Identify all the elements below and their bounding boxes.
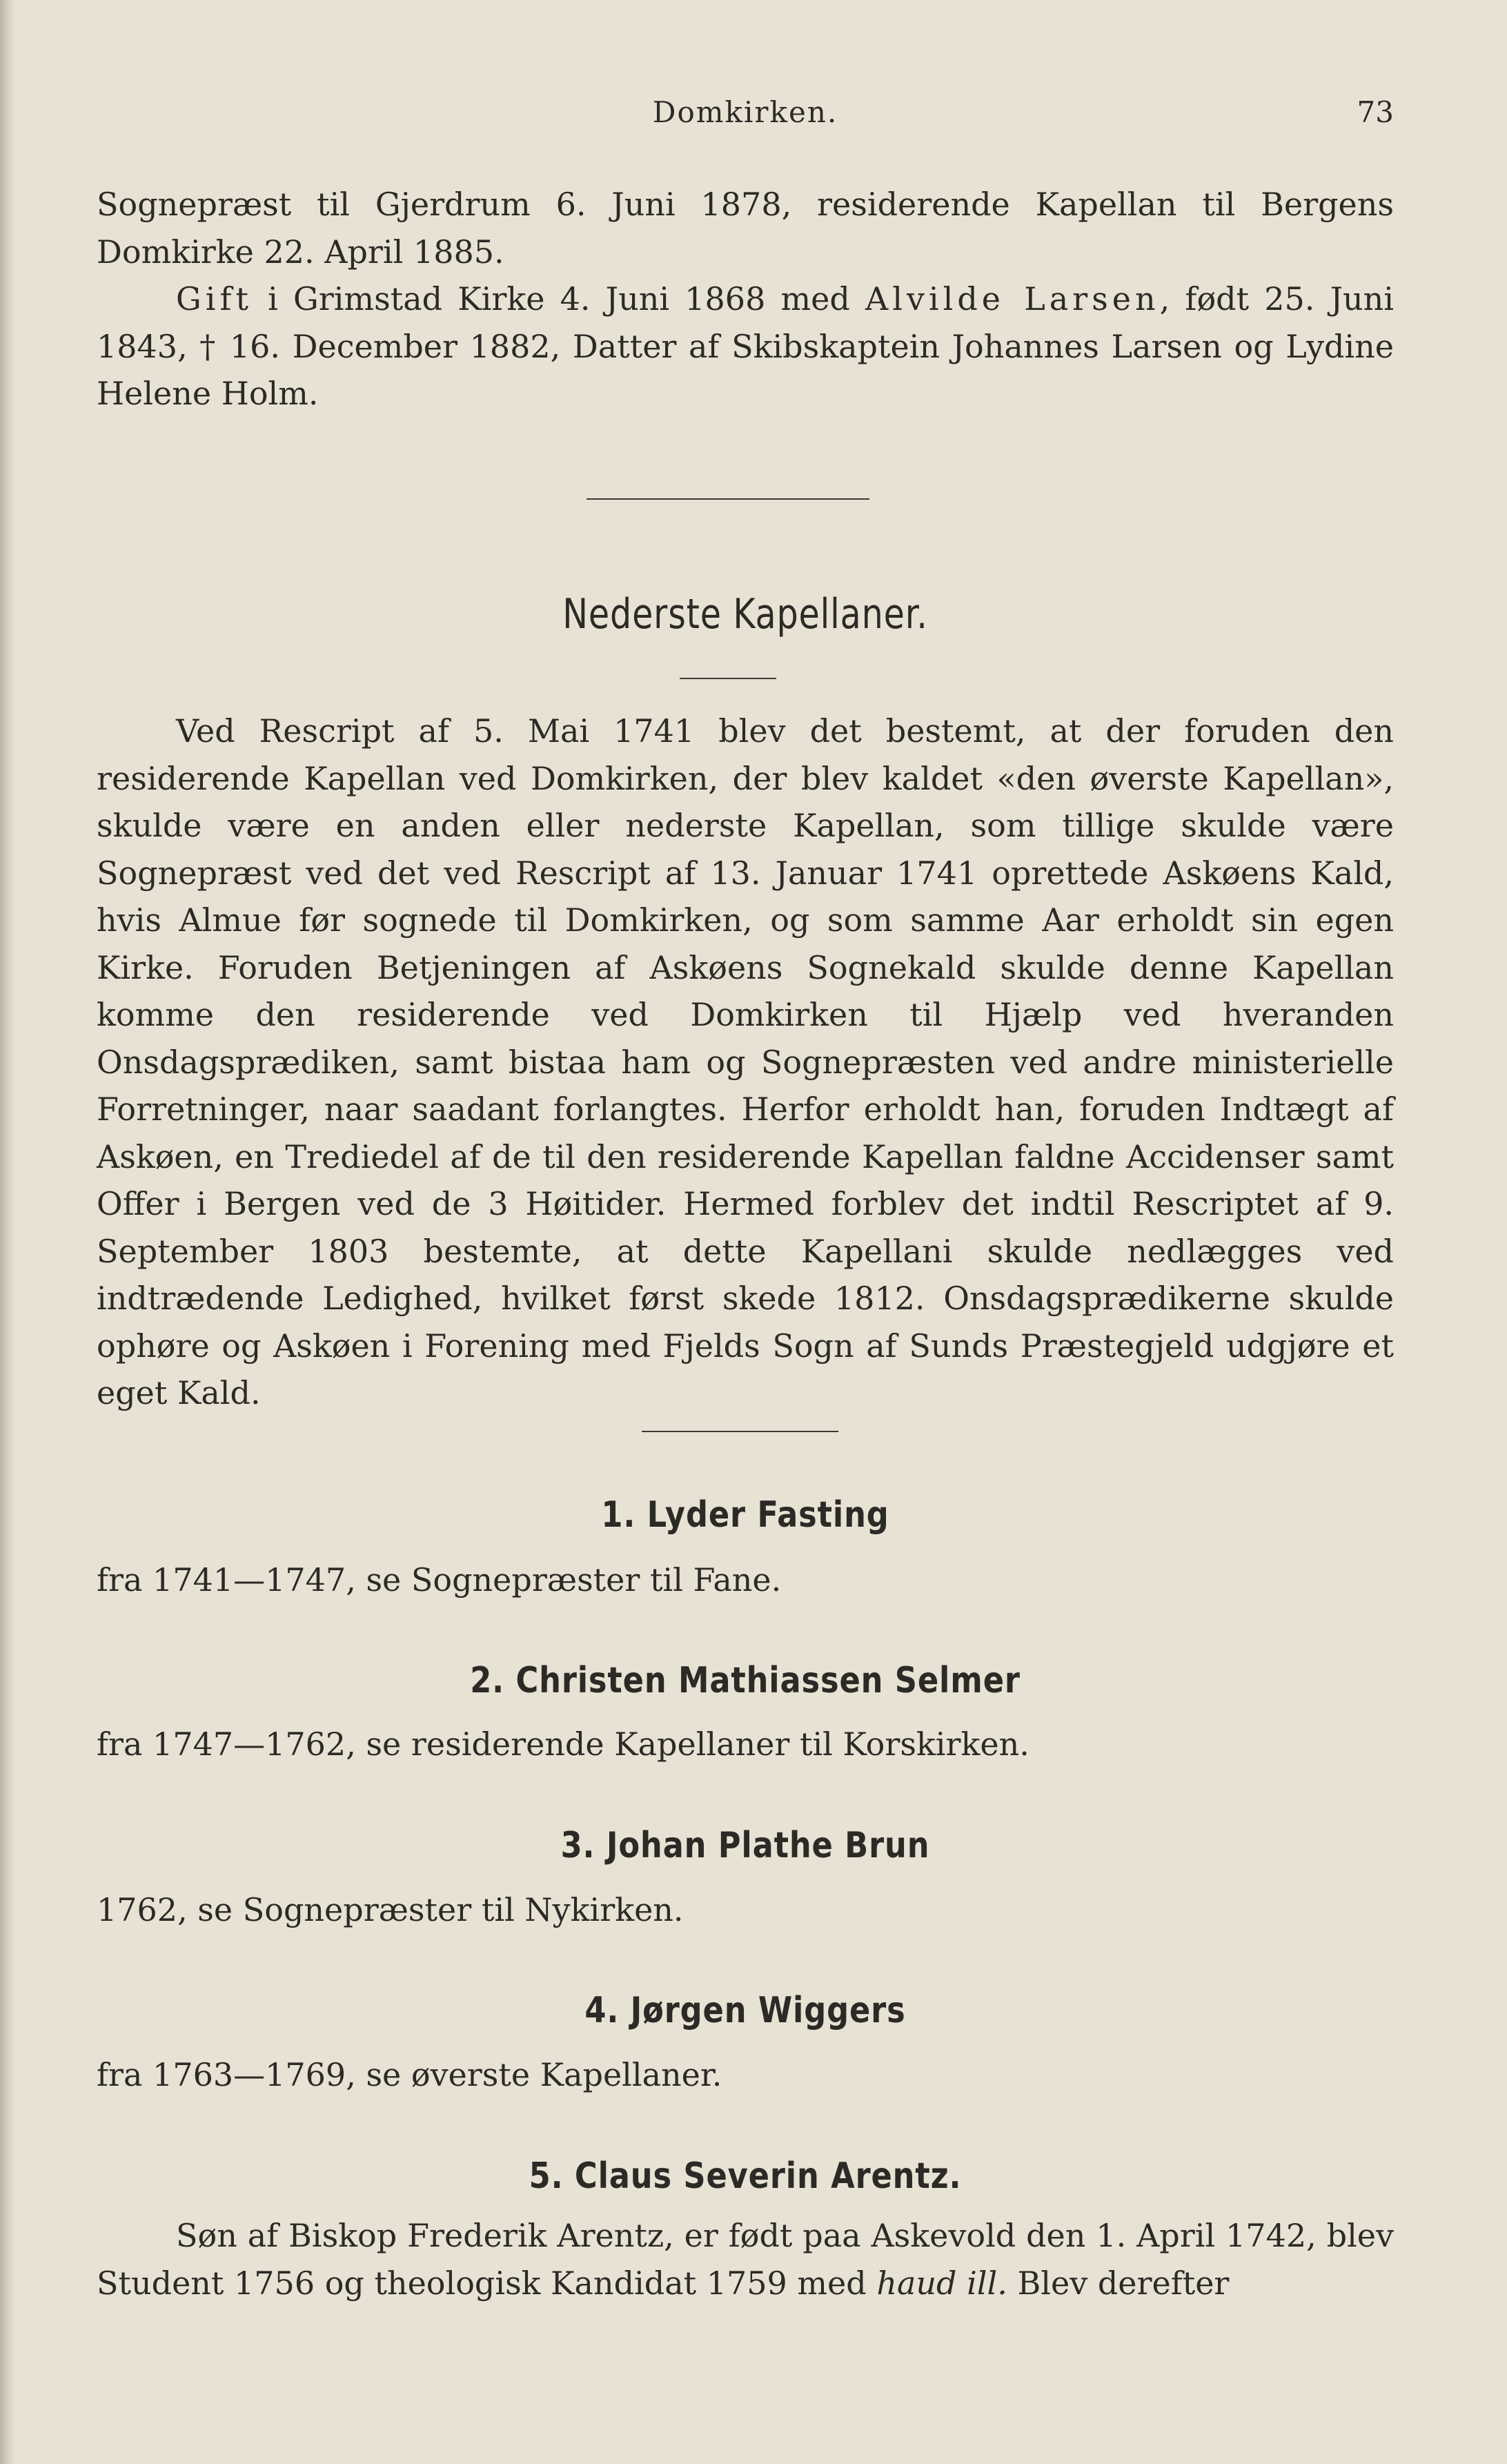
- section-body: [97, 707, 1394, 1417]
- entry-text-2: fra 1747—1762, se residerende Kapellaner til Korskirken.: [97, 1725, 1030, 1763]
- spouse-details: , født 25. Juni 1843, † 16. December 1882, Datter af Skibskaptein Johannes Larsen og Lydine Helene Holm.: [97, 280, 1395, 412]
- entry-5-paragraph: [97, 2212, 1394, 2307]
- running-header: [97, 95, 1394, 137]
- intro-block: [97, 181, 1394, 418]
- entry-5-text: Søn af Biskop Frederik Arentz, er født paa Askevold den 1. April 1742, blev Student 1756 og theologisk Kandidat 1759 med: [97, 2217, 1394, 2302]
- spouse-name: Alvilde Larsen: [865, 280, 1160, 317]
- intro-paragraph: [97, 181, 1394, 275]
- entry-heading-5: 5. Claus Severin Arentz.: [529, 2155, 962, 2197]
- entry-text-4: fra 1763—1769, se øverste Kapellaner.: [97, 2056, 722, 2093]
- entry-5-italic: haud ill.: [876, 2264, 1007, 2302]
- entry-5-text-end: Blev derefter: [1007, 2264, 1230, 2302]
- intro-career: Sognepræst til Gjerdrum 6. Juni 1878, residerende Kapellan til Bergens Domkirke 22. April 1885.: [97, 186, 1394, 271]
- marriage-paragraph: [97, 275, 1394, 418]
- entry-text-3: 1762, se Sognepræster til Nykirken.: [97, 1891, 684, 1928]
- page-edge: [0, 0, 15, 2464]
- entry-text-1: fra 1741—1747, se Sognepræster til Fane.: [97, 1561, 782, 1598]
- entry-heading-2: 2. Christen Mathiassen Selmer: [470, 1660, 1021, 1701]
- section-paragraph: Ved Rescript af 5. Mai 1741 blev det bestemt, at der foruden den residerende Kapellan ved Domkirken, der blev kaldet «den øverste Kapellan», skulde være en anden eller nederste Kapellan, som tillige skulde være Sognepræst ved det ved Rescript af 13. Januar 1741 oprettede Askøens Kald, hvis Almue før sognede til Domkirken, og som samme Aar erholdt sin egen Kirke. Foruden Betjeningen af Askøens Sognekald skulde denne Kapellan komme den residerende ved Domkirken til Hjælp ved hveranden Onsdagsprædiken, samt bistaa ham og Sognepræsten ved andre ministerielle Forretninger, naar saadant forlangtes. Herfor erholdt han, foruden Indtægt af Askøen, en Trediedel af de til den residerende Kapellan faldne Accidenser samt Offer i Bergen ved de 3 Høitider. Hermed forblev det indtil Rescriptet af 9. September 1803 bestemte, at dette Kapellani skulde nedlægges ved indtrædende Ledighed, hvilket først skede 1812. Onsdagsprædikerne skulde ophøre og Askøen i Forening med Fjelds Sogn af Sunds Præstegjeld udgjøre et eget Kald.: [97, 712, 1394, 1411]
- section-divider: [587, 498, 869, 500]
- gift-text: i Grimstad Kirke 4. Juni 1868 med: [252, 280, 865, 317]
- page-number: 73: [1357, 95, 1394, 129]
- page: [97, 0, 1394, 2464]
- entry-heading-3: 3. Johan Plathe Brun: [560, 1825, 930, 1866]
- entries-divider: [642, 1431, 838, 1432]
- entry-heading-4: 4. Jørgen Wiggers: [584, 1990, 906, 2031]
- entry-text-5: [97, 2212, 1394, 2307]
- section-heading: Nederste Kapellaner.: [562, 590, 928, 638]
- entry-heading-1: 1. Lyder Fasting: [601, 1494, 889, 1536]
- heading-underline: [680, 678, 776, 679]
- gift-label: Gift: [176, 280, 253, 317]
- running-title: Domkirken.: [652, 95, 838, 129]
